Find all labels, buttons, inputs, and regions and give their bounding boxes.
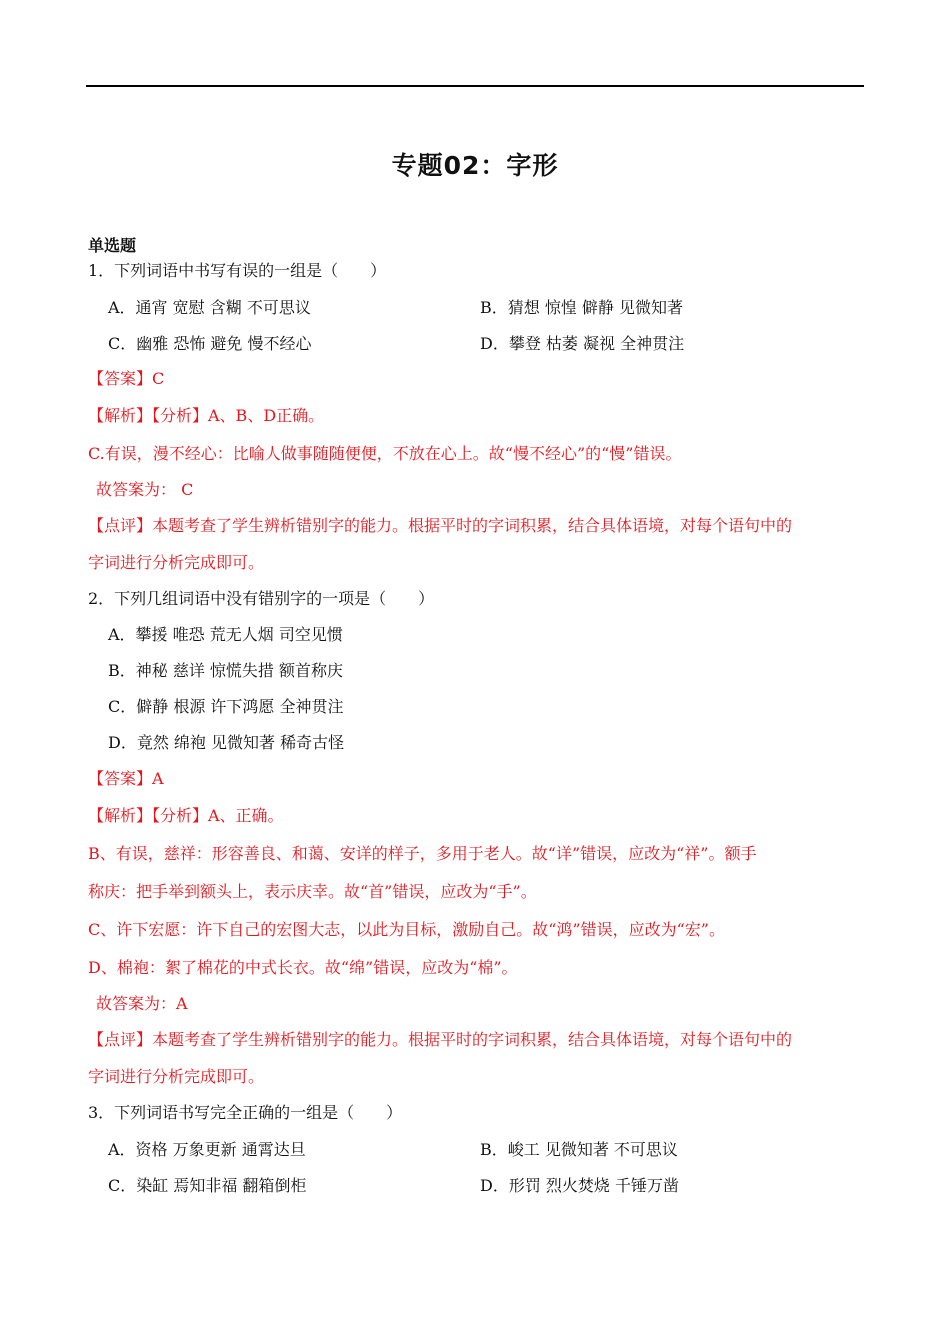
- q3-stem: 3．下列词语书写完全正确的一组是（ ）: [88, 1103, 403, 1122]
- q2-option-c: C．僻静 根源 许下鸿愿 全神贯注: [108, 697, 344, 716]
- page-title: 专题02：字形: [391, 151, 559, 180]
- q2-answer: 【答案】A: [88, 769, 164, 788]
- header-rule: [86, 85, 864, 87]
- q1-stem: 1．下列词语中书写有误的一组是（ ）: [88, 261, 387, 280]
- q1-final-answer: 故答案为： C: [96, 480, 194, 499]
- q2-analysis: 【解析】【分析】A、正确。: [88, 806, 284, 825]
- q2-explain-b-line2: 称庆：把手举到额头上，表示庆幸。故“首”错误，应改为“手”。: [88, 882, 537, 901]
- q2-option-a: A．攀援 唯恐 荒无人烟 司空见惯: [108, 625, 343, 644]
- q1-option-b: B．猜想 惊惶 僻静 见微知著: [480, 298, 684, 317]
- q1-comment-line2: 字词进行分析完成即可。: [88, 553, 265, 572]
- q2-comment-line1: 【点评】本题考查了学生辨析错别字的能力。根据平时的字词积累，结合具体语境，对每个语句中的: [88, 1030, 793, 1049]
- q3-option-a: A．资格 万象更新 通霄达旦: [108, 1140, 306, 1159]
- q1-comment-line1: 【点评】本题考查了学生辨析错别字的能力。根据平时的字词积累，结合具体语境，对每个语句中的: [88, 516, 793, 535]
- q1-option-d: D．攀登 枯萎 凝视 全神贯注: [480, 334, 685, 353]
- q2-option-b: B．神秘 慈详 惊慌失措 额首称庆: [108, 661, 344, 680]
- q1-analysis: 【解析】【分析】A、B、D正确。: [88, 406, 325, 425]
- q2-explain-b-line1: B、有误，慈祥：形容善良、和蔼、安详的样子，多用于老人。故“详”错误，应改为“祥”。额手: [88, 844, 757, 863]
- q1-explanation: C.有误，漫不经心：比喻人做事随随便便，不放在心上。故“慢不经心”的“慢”错误。: [88, 444, 682, 463]
- q2-explain-c: C、许下宏愿：许下自己的宏图大志，以此为目标，激励自己。故“鸿”错误，应改为“宏”。: [88, 920, 725, 939]
- q2-final-answer: 故答案为：A: [96, 994, 188, 1013]
- q3-option-b: B．峻工 见微知著 不可思议: [480, 1140, 678, 1159]
- q1-answer: 【答案】C: [88, 369, 165, 388]
- q3-option-d: D．形罚 烈火焚烧 千锤万凿: [480, 1176, 680, 1195]
- section-heading: 单选题: [88, 236, 137, 255]
- q1-option-a: A．通宵 宽慰 含糊 不可思议: [108, 298, 311, 317]
- q2-option-d: D．竟然 绵袍 见微知著 稀奇古怪: [108, 733, 345, 752]
- q2-explain-d: D、棉袍：絮了棉花的中式长衣。故“绵”错误，应改为“棉”。: [88, 958, 518, 977]
- q2-stem: 2．下列几组词语中没有错别字的一项是（ ）: [88, 589, 435, 608]
- q1-option-c: C．幽雅 恐怖 避免 慢不经心: [108, 334, 312, 353]
- q2-comment-line2: 字词进行分析完成即可。: [88, 1067, 265, 1086]
- q3-option-c: C．染缸 焉知非福 翻箱倒柜: [108, 1176, 307, 1195]
